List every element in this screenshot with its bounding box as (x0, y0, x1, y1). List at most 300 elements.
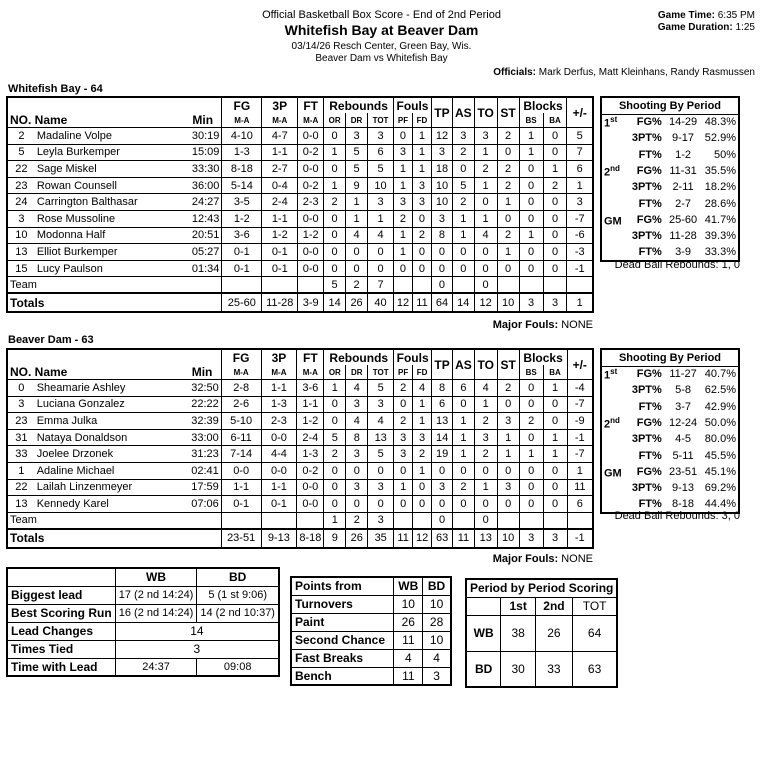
player-to: 3 (474, 128, 497, 145)
shooting-period (601, 179, 627, 195)
player-number: 13 (7, 244, 35, 261)
player-tp: 10 (431, 177, 452, 194)
player-as: 1 (453, 429, 475, 446)
player-as: 0 (452, 161, 474, 178)
player-as: 6 (453, 380, 475, 397)
player-name: Kennedy Karel (35, 496, 184, 513)
shooting-period (601, 366, 627, 382)
player-min: 24:27 (184, 194, 222, 211)
points-from-row (291, 631, 451, 649)
player-dr: 8 (346, 429, 368, 446)
col-dr: DR (346, 113, 368, 128)
col-or: OR (324, 365, 346, 380)
player-or: 0 (324, 396, 346, 413)
totals-st: 10 (497, 293, 519, 312)
col-ft: FT (297, 349, 324, 365)
player-number: 24 (7, 194, 35, 211)
shooting-made-attempted: 1-2 (675, 148, 691, 161)
player-tot: 6 (368, 144, 394, 161)
shooting-made-attempted: 9-17 (672, 132, 695, 145)
player-dr: 0 (346, 244, 368, 261)
player-tp: 3 (431, 210, 452, 227)
player-pf: 0 (394, 396, 413, 413)
player-ba: 0 (543, 210, 567, 227)
player-pm: -9 (567, 413, 593, 430)
player-dr: 0 (346, 496, 368, 513)
shooting-period (601, 415, 627, 431)
player-min: 30:19 (184, 128, 222, 145)
player-st: 2 (497, 227, 519, 244)
player-fd: 1 (412, 128, 431, 145)
period-tot: 64 (572, 615, 617, 651)
period-p2: 26 (536, 615, 573, 651)
player-tp: 10 (431, 194, 452, 211)
player-name: Emma Julka (35, 413, 184, 430)
player-or: 0 (324, 260, 346, 277)
player-tp3: 4-7 (262, 128, 298, 145)
player-number: 13 (7, 496, 35, 513)
player-dr: 3 (346, 446, 368, 463)
player-number: 10 (7, 227, 35, 244)
player-fg: 4-10 (222, 128, 262, 145)
player-tp3: 0-1 (262, 260, 298, 277)
table-row (7, 260, 593, 277)
player-ba: 1 (543, 161, 567, 178)
player-as: 1 (452, 210, 474, 227)
player-or: 0 (324, 496, 346, 513)
player-bs: 1 (519, 227, 543, 244)
player-bs: 0 (519, 396, 543, 413)
totals-label: Totals (7, 529, 183, 548)
player-pf: 1 (394, 161, 413, 178)
player-as: 0 (452, 260, 474, 277)
player-tot: 3 (368, 194, 394, 211)
shooting-period (601, 114, 627, 130)
period-row (466, 651, 617, 687)
shooting-period (601, 147, 627, 163)
col-fg: FG (222, 97, 262, 113)
table-row (7, 396, 593, 413)
game-duration (658, 22, 755, 33)
period-suffix: nd (610, 163, 620, 173)
player-as: 0 (453, 462, 475, 479)
player-tp: 3 (431, 144, 452, 161)
team-tot: 7 (368, 277, 394, 294)
player-ba: 0 (543, 227, 567, 244)
table-row (7, 177, 593, 194)
major-fouls-value: NONE (561, 553, 593, 565)
shooting-percent: 41.7% (704, 213, 736, 226)
team-tp: 0 (432, 512, 453, 529)
points-col-bd: BD (423, 577, 451, 595)
points-from-bd: 4 (423, 649, 451, 667)
summary-row (7, 622, 279, 640)
player-pm: -7 (567, 396, 593, 413)
shooting-row (601, 195, 739, 211)
shooting-period (601, 212, 627, 228)
period-number: GM (604, 215, 622, 228)
player-min: 32:50 (183, 380, 221, 397)
player-name: Rowan Counsell (35, 177, 184, 194)
player-as: 0 (453, 396, 475, 413)
player-fg: 3-6 (222, 227, 262, 244)
shooting-period (601, 382, 627, 398)
period-number: 2 (604, 418, 611, 431)
player-number: 2 (7, 128, 35, 145)
player-name: Leyla Burkemper (35, 144, 184, 161)
points-from-wb: 26 (394, 613, 423, 631)
totals-tp3: 11-28 (262, 293, 298, 312)
points-from-row (291, 667, 451, 685)
period-tot: 63 (572, 651, 617, 687)
period-scoring-title: Period by Period Scoring (466, 579, 617, 597)
player-to: 3 (474, 429, 497, 446)
player-tp3: 2-7 (262, 161, 298, 178)
summary-label: Biggest lead (7, 586, 115, 604)
shooting-stat: FG% (636, 465, 662, 478)
player-to: 1 (474, 396, 497, 413)
player-as: 5 (452, 177, 474, 194)
player-tot: 0 (368, 496, 394, 513)
points-from-label: Fast Breaks (291, 649, 394, 667)
player-tp3: 0-0 (261, 429, 297, 446)
player-st: 0 (497, 210, 519, 227)
shooting-title: Shooting By Period (601, 349, 739, 366)
summary-bd: 5 (1 st 9:06) (197, 586, 279, 604)
totals-fg: 25-60 (222, 293, 262, 312)
game-duration-label: Game Duration: (657, 22, 733, 33)
player-st: 2 (497, 128, 519, 145)
player-as: 2 (452, 194, 474, 211)
shooting-stat: FT% (638, 197, 662, 210)
shooting-percent: 80.0% (704, 433, 736, 446)
player-tp: 0 (431, 244, 452, 261)
shooting-percent: 44.4% (704, 498, 736, 511)
period-number: 1 (604, 117, 611, 130)
shooting-period (601, 195, 627, 211)
team-tp: 0 (431, 277, 452, 294)
table-row (7, 413, 593, 430)
totals-bs: 3 (519, 529, 543, 548)
points-from-bd: 3 (423, 667, 451, 685)
player-tp3: 1-1 (262, 144, 298, 161)
dead-ball-rebounds-beaver-dam: Dead Ball Rebounds: 3, 0 (614, 510, 740, 522)
player-fg: 1-2 (222, 210, 262, 227)
player-tot: 0 (368, 462, 394, 479)
player-dr: 3 (346, 128, 368, 145)
player-fd: 1 (412, 161, 431, 178)
player-pm: -3 (567, 244, 593, 261)
summary-bd: 14 (2 nd 10:37) (197, 604, 279, 622)
player-or: 1 (324, 177, 346, 194)
player-pf: 3 (394, 194, 413, 211)
player-bs: 1 (519, 144, 543, 161)
shooting-stat: FT% (638, 498, 662, 511)
col-or: OR (324, 113, 346, 128)
col-min: Min (183, 365, 221, 380)
player-min: 07:06 (183, 496, 221, 513)
player-as: 2 (452, 144, 474, 161)
game-time (658, 10, 755, 21)
player-dr: 4 (346, 227, 368, 244)
totals-as: 11 (453, 529, 475, 548)
player-pf: 0 (394, 128, 413, 145)
major-fouls-beaver-dam (493, 553, 593, 565)
col-bs: BS (519, 113, 543, 128)
game-duration-value: 1:25 (735, 22, 755, 33)
table-row (7, 479, 593, 496)
totals-label: Totals (7, 293, 184, 312)
shooting-stat: 3PT% (631, 230, 662, 243)
table-row (7, 194, 593, 211)
shooting-stat: FG% (636, 368, 662, 381)
player-number: 5 (7, 144, 35, 161)
player-fg: 5-14 (222, 177, 262, 194)
col-3p: 3P (261, 349, 297, 365)
player-name: Lucy Paulson (35, 260, 184, 277)
box-score-table-whitefish-bay (6, 96, 594, 313)
player-fg: 6-11 (221, 429, 261, 446)
player-tp: 0 (431, 260, 452, 277)
shooting-stat: FG% (636, 116, 662, 129)
player-fd: 2 (412, 227, 431, 244)
player-st: 3 (497, 413, 519, 430)
shooting-stat: FG% (636, 417, 662, 430)
player-dr: 3 (346, 479, 368, 496)
team-row (7, 277, 593, 294)
player-st: 0 (497, 260, 519, 277)
player-to: 2 (474, 161, 497, 178)
player-to: 0 (474, 260, 497, 277)
player-as: 3 (452, 128, 474, 145)
player-dr: 4 (346, 380, 368, 397)
officials (493, 67, 755, 78)
player-pm: -1 (567, 429, 593, 446)
player-bs: 0 (519, 210, 543, 227)
box-score-table-beaver-dam (6, 348, 594, 549)
player-number: 33 (7, 446, 35, 463)
col-ft-ma: M-A (298, 113, 324, 128)
player-ba: 0 (543, 144, 567, 161)
player-ft: 1-3 (297, 446, 324, 463)
shooting-percent: 18.2% (704, 181, 736, 194)
player-st: 0 (497, 496, 519, 513)
player-number: 22 (7, 479, 35, 496)
dead-ball-rebounds-whitefish-bay: Dead Ball Rebounds: 1, 0 (614, 259, 740, 271)
player-tp: 8 (432, 380, 453, 397)
player-number: 1 (7, 462, 35, 479)
shooting-by-period-whitefish-bay (600, 96, 740, 262)
player-bs: 1 (519, 128, 543, 145)
totals-as: 14 (452, 293, 474, 312)
player-number: 15 (7, 260, 35, 277)
player-tot: 3 (368, 479, 394, 496)
player-ba: 0 (543, 128, 567, 145)
col-to: TO (474, 349, 497, 380)
player-tot: 5 (368, 161, 394, 178)
player-fg: 7-14 (221, 446, 261, 463)
table-row (7, 210, 593, 227)
shooting-made-attempted: 25-60 (668, 213, 698, 226)
player-ba: 0 (543, 396, 567, 413)
player-bs: 0 (519, 380, 543, 397)
totals-row (7, 529, 593, 548)
player-or: 2 (324, 446, 346, 463)
officials-label: Officials: (493, 67, 537, 78)
player-tot: 0 (368, 260, 394, 277)
player-ba: 0 (543, 479, 567, 496)
col-rebounds: Rebounds (324, 97, 394, 113)
player-tot: 4 (368, 227, 394, 244)
shooting-row (601, 212, 739, 228)
player-tot: 3 (368, 396, 394, 413)
shooting-made-attempted: 2-7 (675, 197, 691, 210)
player-pf: 3 (394, 446, 413, 463)
player-fg: 2-8 (221, 380, 261, 397)
player-to: 4 (474, 380, 497, 397)
points-from-label: Turnovers (291, 595, 394, 613)
col-bs: BS (519, 365, 543, 380)
points-from-row (291, 613, 451, 631)
player-tp3: 4-4 (261, 446, 297, 463)
player-fg: 8-18 (222, 161, 262, 178)
player-min: 36:00 (184, 177, 222, 194)
col-tp: TP (431, 97, 452, 128)
summary-col-wb: WB (115, 568, 197, 586)
player-tp3: 1-1 (261, 479, 297, 496)
player-ba: 0 (543, 462, 567, 479)
player-min: 15:09 (184, 144, 222, 161)
shooting-row (601, 179, 739, 195)
player-dr: 0 (346, 260, 368, 277)
player-pm: 1 (567, 462, 593, 479)
points-from-table (290, 576, 452, 686)
shooting-made-attempted: 4-5 (675, 433, 691, 446)
player-tp3: 1-2 (262, 227, 298, 244)
team-to: 0 (474, 512, 497, 529)
player-number: 3 (7, 396, 35, 413)
totals-fd: 11 (412, 293, 431, 312)
totals-ba: 3 (543, 529, 567, 548)
totals-pm: -1 (567, 529, 593, 548)
player-bs: 0 (519, 429, 543, 446)
player-pm: -7 (567, 446, 593, 463)
summary-value: 14 (115, 622, 279, 640)
player-fd: 0 (413, 479, 432, 496)
totals-or: 14 (324, 293, 346, 312)
player-to: 4 (474, 227, 497, 244)
shooting-row (601, 366, 739, 382)
player-pf: 0 (394, 462, 413, 479)
player-ft: 2-3 (298, 194, 324, 211)
totals-dr: 26 (346, 293, 368, 312)
player-st: 0 (497, 144, 519, 161)
shooting-percent: 69.2% (704, 482, 736, 495)
player-fg: 0-1 (222, 260, 262, 277)
officials-names: Mark Derfus, Matt Kleinhans, Randy Rasmussen (538, 67, 755, 78)
shooting-period (601, 399, 627, 415)
points-from-wb: 11 (394, 631, 423, 649)
col-as: AS (452, 97, 474, 128)
shooting-made-attempted: 5-8 (675, 384, 691, 397)
shooting-made-attempted: 8-18 (672, 498, 695, 511)
summary-label: Lead Changes (7, 622, 115, 640)
points-from-label: Paint (291, 613, 394, 631)
player-dr: 0 (346, 462, 368, 479)
shooting-made-attempted: 3-9 (675, 246, 691, 259)
totals-tp: 63 (432, 529, 453, 548)
player-tp3: 0-1 (262, 244, 298, 261)
player-or: 0 (324, 227, 346, 244)
player-fd: 0 (412, 244, 431, 261)
player-min: 12:43 (184, 210, 222, 227)
player-fd: 0 (413, 496, 432, 513)
player-min: 05:27 (184, 244, 222, 261)
player-name: Elliot Burkemper (35, 244, 184, 261)
period-col-1st: 1st (501, 597, 536, 615)
major-fouls-whitefish-bay (493, 319, 593, 331)
player-ft: 1-2 (297, 413, 324, 430)
shooting-stat: 3PT% (631, 181, 662, 194)
player-to: 0 (474, 462, 497, 479)
player-fd: 1 (413, 413, 432, 430)
player-pf: 2 (394, 380, 413, 397)
shooting-row (601, 447, 739, 463)
shooting-made-attempted: 2-11 (672, 181, 694, 194)
player-ft: 0-0 (298, 161, 324, 178)
totals-ft: 3-9 (298, 293, 324, 312)
shooting-made-attempted: 11-27 (669, 368, 697, 381)
player-tp: 8 (431, 227, 452, 244)
player-bs: 0 (519, 161, 543, 178)
col-ft-ma: M-A (297, 365, 324, 380)
player-fd: 3 (413, 429, 432, 446)
player-tot: 10 (368, 177, 394, 194)
col-fouls: Fouls (394, 349, 432, 365)
totals-to: 13 (474, 529, 497, 548)
col-3p: 3P (262, 97, 298, 113)
player-ft: 0-2 (298, 144, 324, 161)
player-ft: 0-0 (298, 128, 324, 145)
player-or: 0 (324, 413, 346, 430)
player-to: 1 (474, 177, 497, 194)
player-tp3: 1-1 (262, 210, 298, 227)
player-ft: 1-2 (298, 227, 324, 244)
points-col-wb: WB (394, 577, 423, 595)
team-tot: 3 (368, 512, 394, 529)
shooting-row (601, 114, 739, 130)
player-min: 22:22 (183, 396, 221, 413)
player-fd: 2 (413, 446, 432, 463)
player-as: 2 (453, 479, 475, 496)
player-to: 0 (474, 496, 497, 513)
table-row (7, 227, 593, 244)
player-or: 1 (324, 380, 346, 397)
summary-bd: 09:08 (197, 658, 279, 676)
shooting-percent: 28.6% (704, 197, 736, 210)
player-tp3: 1-1 (261, 380, 297, 397)
player-ba: 0 (543, 413, 567, 430)
summary-row (7, 604, 279, 622)
player-fd: 1 (412, 144, 431, 161)
team-to: 0 (474, 277, 497, 294)
shooting-percent: 52.9% (704, 132, 736, 145)
player-fg: 1-1 (221, 479, 261, 496)
col-blocks: Blocks (519, 97, 567, 113)
period-col-2nd: 2nd (536, 597, 573, 615)
player-fg: 0-1 (222, 244, 262, 261)
points-from-wb: 10 (394, 595, 423, 613)
